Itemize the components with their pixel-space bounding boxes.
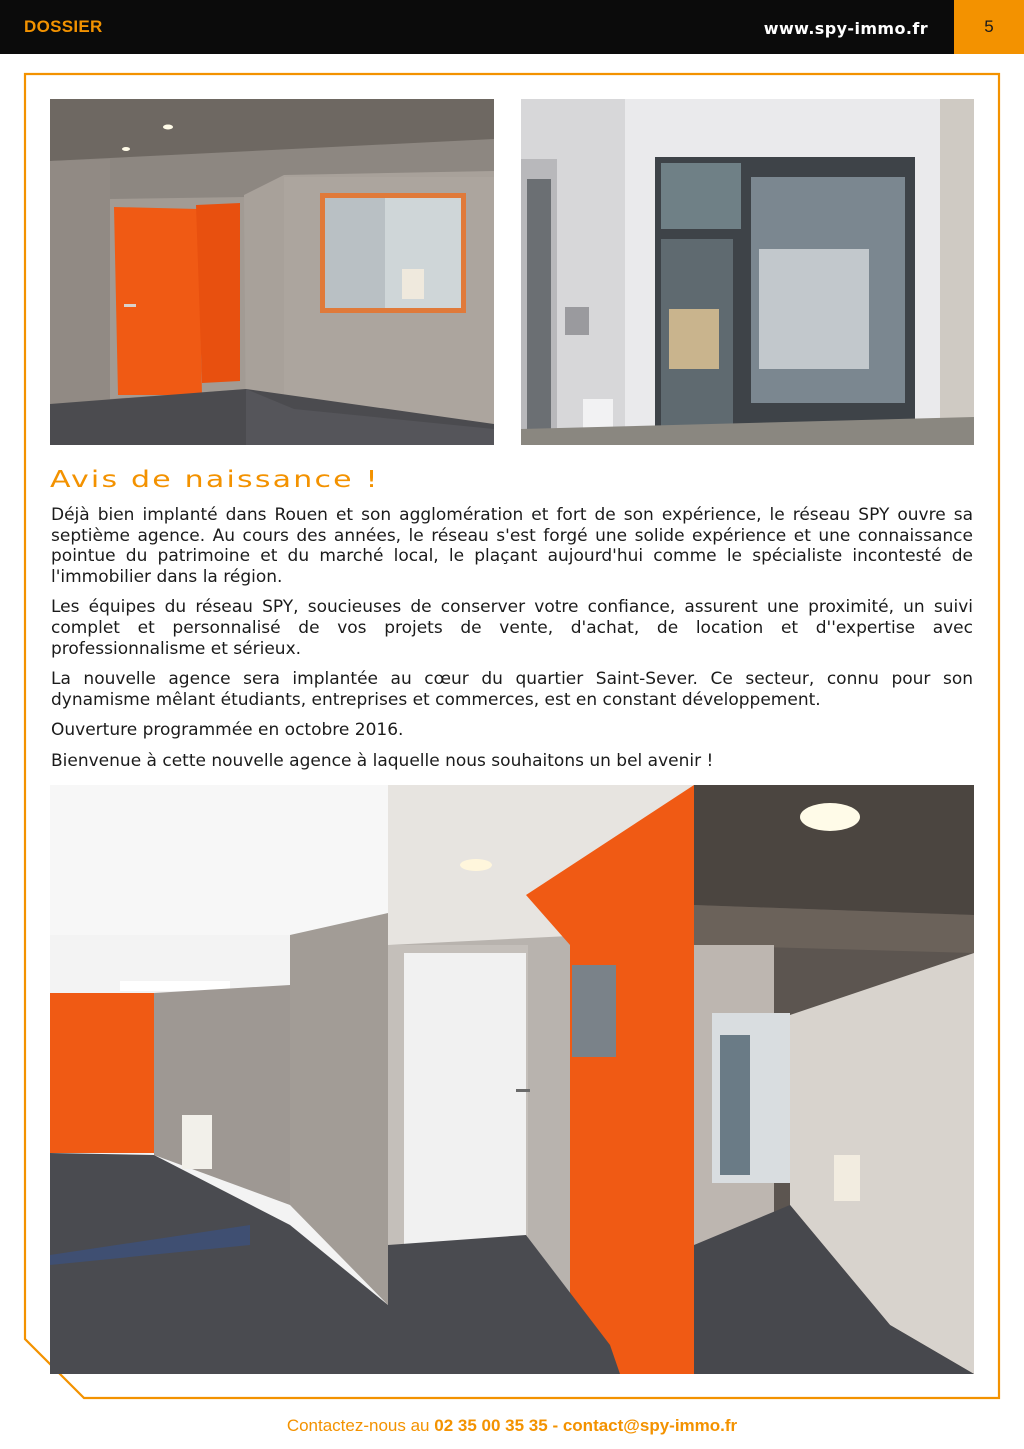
footer-email-link[interactable]: contact@spy-immo.fr bbox=[562, 1416, 738, 1435]
page-number: 5 bbox=[954, 0, 1024, 54]
site-url-link[interactable]: www.spy-immo.fr bbox=[763, 19, 928, 38]
article-paragraph-5: Bienvenue à cette nouvelle agence à laquelle nous souhaitons un bel avenir ! bbox=[51, 750, 714, 771]
footer-phone[interactable]: 02 35 00 35 35 bbox=[434, 1416, 548, 1435]
article-paragraph-1: Déjà bien implanté dans Rouen et son agglomération et fort de son expérience, le réseau SPY ouvre sa septième agence. Au cours des années, le réseau s'est forgé une solide expérience et une connaissance pointue du patrimoine et du marché local, le plaçant aujourd'hui comme le spécialiste incontesté de l'immobilier dans la région. bbox=[51, 505, 973, 587]
section-label: DOSSIER bbox=[24, 17, 103, 36]
footer-prefix: Contactez-nous au bbox=[286, 1416, 430, 1435]
hallway-collage-photo bbox=[50, 785, 974, 1374]
article-paragraph-4: Ouverture programmée en octobre 2016. bbox=[51, 720, 404, 741]
article-paragraph-3: La nouvelle agence sera implantée au cœur du quartier Saint-Sever. Ce secteur, connu pour son dynamisme mêlant étudiants, entreprises et commerces, est en constant développement. bbox=[51, 669, 973, 710]
contact-footer bbox=[0, 1416, 1024, 1436]
header-bar bbox=[0, 0, 1024, 54]
article-body bbox=[51, 505, 973, 782]
footer-separator: - bbox=[552, 1416, 559, 1435]
office-interior-photo bbox=[50, 99, 494, 445]
article-title: Avis de naissance ! bbox=[50, 466, 380, 494]
article-paragraph-2: Les équipes du réseau SPY, soucieuses de conserver votre confiance, assurent une proximité, un suivi complet et personnalisé de vos projets de vente, d'achat, de location et d''expertise avec professionnalisme et sérieux. bbox=[51, 597, 973, 659]
storefront-photo bbox=[521, 99, 974, 445]
